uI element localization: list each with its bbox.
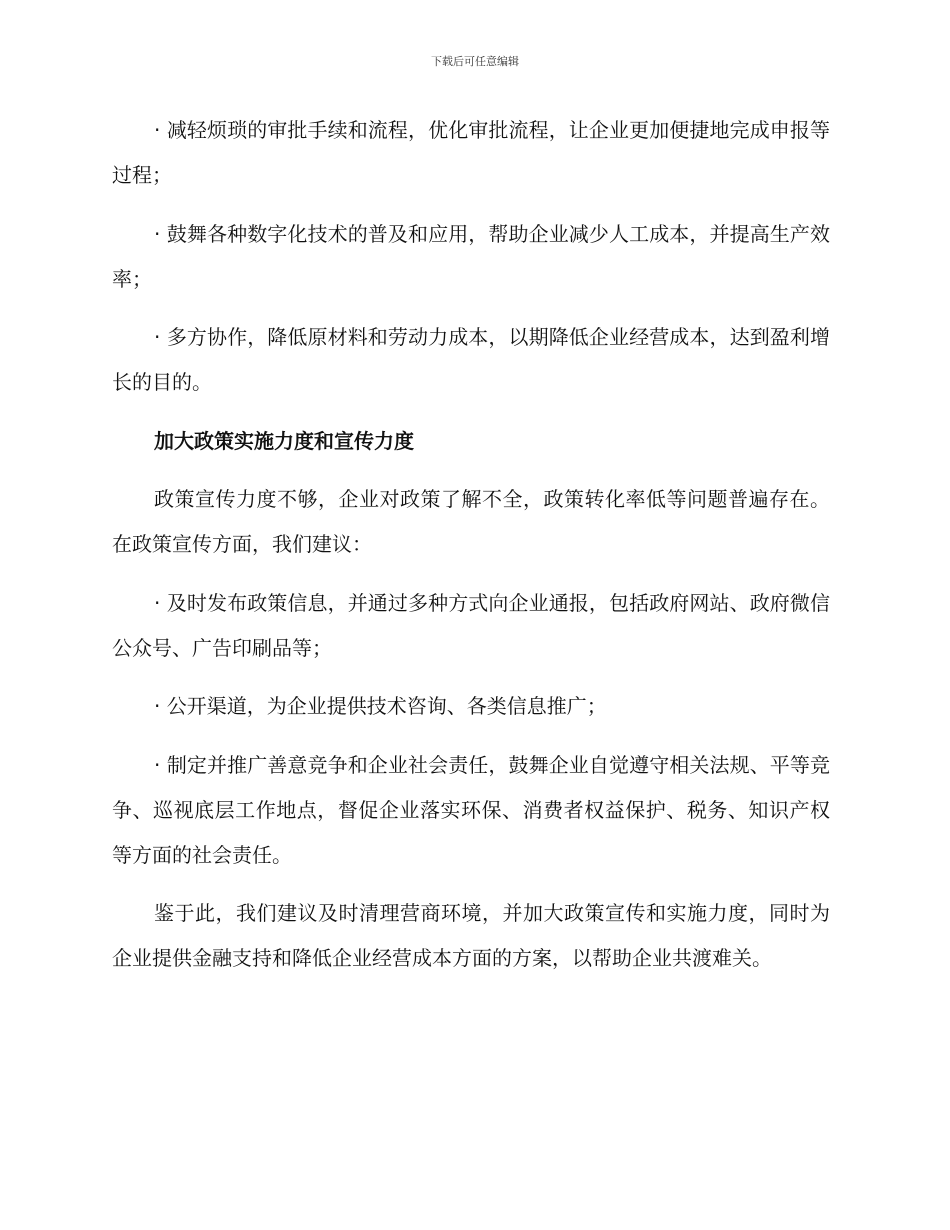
body-paragraph-policy-publicity: 政策宣传力度不够，企业对政策了解不全，政策转化率低等问题普遍存在。在政策宣传方面，我们建议： <box>112 487 830 556</box>
bullet-item-digital-technology: · 鼓舞各种数字化技术的普及和应用，帮助企业减少人工成本，并提高生产效率； <box>112 221 830 291</box>
bullet-item-streamline-approval: · 减轻烦琐的审批手续和流程，优化审批流程，让企业更加便捷地完成申报等过程； <box>112 118 830 187</box>
page-header: 下载后可任意编辑 <box>431 55 519 68</box>
bullet-item-publish-policy-info: · 及时发布政策信息，并通过多种方式向企业通报，包括政府网站、政府微信公众号、广告印刷品等； <box>112 590 830 660</box>
bullet-item-open-channels: · 公开渠道，为企业提供技术咨询、各类信息推广； <box>154 694 607 718</box>
document-body <box>112 108 830 995</box>
section-heading: 加大政策实施力度和宣传力度 <box>154 428 414 453</box>
body-paragraph-conclusion: 鉴于此，我们建议及时清理营商环境，并加大政策宣传和实施力度，同时为企业提供金融支持和降低企业经营成本方面的方案，以帮助企业共渡难关。 <box>112 901 830 970</box>
bullet-item-social-responsibility: · 制定并推广善意竞争和企业社会责任，鼓舞企业自觉遵守相关法规、平等竞争、巡视底层工作地点，督促企业落实环保、消费者权益保护、税务、知识产权等方面的社会责任。 <box>112 752 830 867</box>
bullet-item-reduce-costs: · 多方协作，降低原材料和劳动力成本，以期降低企业经营成本，达到盈利增长的目的。 <box>112 325 830 394</box>
